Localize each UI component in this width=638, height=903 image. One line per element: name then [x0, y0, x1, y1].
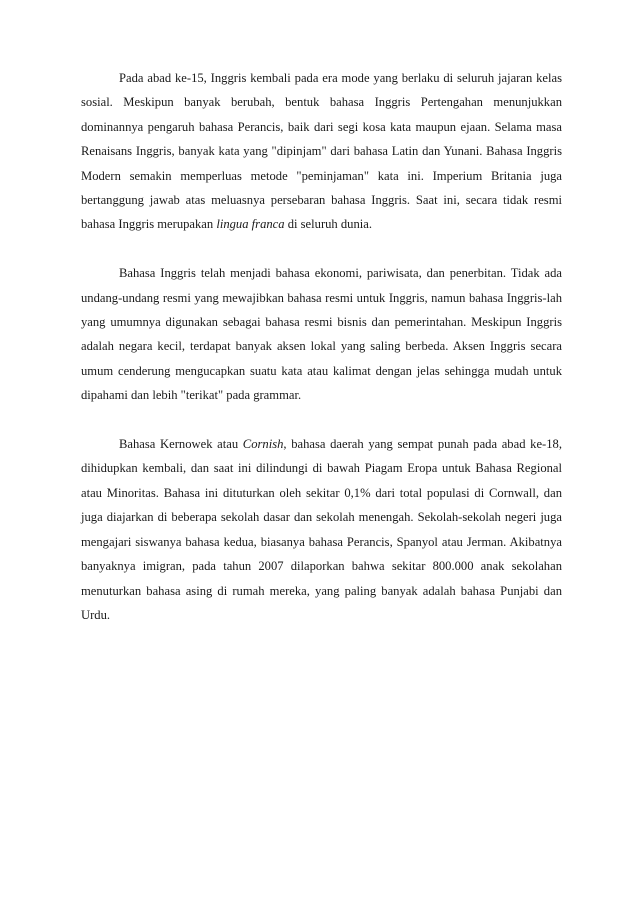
paragraph-2 [81, 261, 562, 407]
paragraph-1-text: Pada abad ke-15, Inggris kembali pada era mode yang berlaku di seluruh jajaran kelas sosial. Meskipun banyak berubah, bentuk bahasa Inggris Pertengahan menunjukkan dominannya pengaruh bahasa Perancis, baik dari segi kosa kata maupun ejaan. Selama masa Renaisans Inggris, banyak kata yang "dipinjam" dari bahasa Latin dan Yunani. Bahasa Inggris Modern semakin memperluas metode "peminjaman" kata ini. Imperium Britania juga bertanggung jawab atas meluasnya persebaran bahasa Inggris. Saat ini, secara tidak resmi bahasa Inggris merupakan [81, 71, 562, 232]
paragraph-2-text: Bahasa Inggris telah menjadi bahasa ekonomi, pariwisata, dan penerbitan. Tidak ada undang-undang resmi yang mewajibkan bahasa resmi untuk Inggris, namun bahasa Inggris-lah yang umumnya digunakan sebagai bahasa resmi bisnis dan pemerintahan. Meskipun Inggris adalah negara kecil, terdapat banyak aksen lokal yang saling berbeda. Aksen Inggris secara umum cenderung mengucapkan suatu kata atau kalimat dengan jelas sehingga mudah untuk dipahami dan lebih "terikat" pada grammar. [81, 266, 562, 403]
paragraph-1 [81, 66, 562, 237]
paragraph-3 [81, 432, 562, 627]
paragraph-3-text-end: , bahasa daerah yang sempat punah pada abad ke-18, dihidupkan kembali, dan saat ini dilindungi di bawah Piagam Eropa untuk Bahasa Regional atau Minoritas. Bahasa ini dituturkan oleh sekitar 0,1% dari total populasi di Cornwall, dan juga diajarkan di beberapa sekolah dasar dan sekolah menengah. Sekolah-sekolah negeri juga mengajari siswanya bahasa kedua, biasanya bahasa Perancis, Spanyol atau Jerman. Akibatnya banyaknya imigran, pada tahun 2007 dilaporkan bahwa sekitar 800.000 anak sekolahan menuturkan bahasa asing di rumah mereka, yang paling banyak adalah bahasa Punjabi dan Urdu. [81, 437, 562, 622]
paragraph-1-text-end: di seluruh dunia. [284, 217, 373, 232]
paragraph-3-text: Bahasa Kernowek atau [119, 437, 243, 452]
document-body [81, 66, 562, 627]
paragraph-1-italic-term: lingua franca [216, 217, 285, 232]
paragraph-3-italic-term: Cornish [242, 437, 284, 452]
